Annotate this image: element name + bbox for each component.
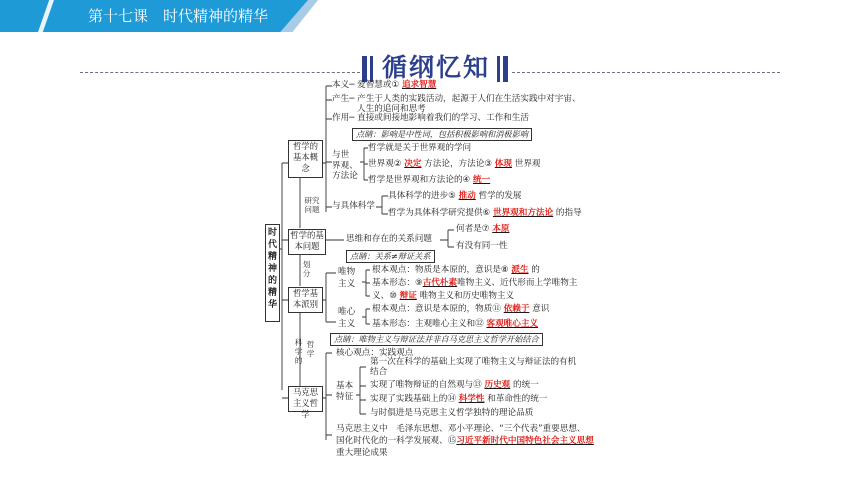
b3-wx-l2: 主义 (338, 319, 356, 329)
b1-side-label: 研究问题 (304, 196, 320, 214)
answer-2: 决定 (404, 159, 422, 169)
answer-7: 本原 (492, 224, 510, 234)
b1-zuoyong-label: 作用 (332, 113, 350, 123)
b4-zg3: 重大理论成果 (336, 448, 388, 458)
b3-w3b: 唯物主义和历史唯物主义 (419, 291, 515, 301)
b3-side-label-2: 哲学 (306, 340, 315, 358)
b4-zg2a: 国化时代化的一科学发展观、⑮ (336, 436, 457, 446)
b3-wz-label (338, 266, 355, 290)
b3-wz-l1: 唯物 (338, 267, 356, 277)
b1-k1-row (388, 191, 522, 202)
b4-t2a: 实现了唯物辩证的自然观与⑬ (370, 380, 482, 390)
b4-t1a: 第一次在科学的基础上实现了唯物主义与辩证法的有机 (370, 357, 577, 367)
b4-t2-row (370, 380, 539, 391)
b1-benyi-label: 本义 (332, 80, 350, 90)
b1-s3a: 哲学是世界观和方法论的④ (368, 175, 471, 185)
b4-t4: 与时俱进是马克思主义哲学独特的理论品质 (370, 408, 534, 418)
root-label: 时代精神的精华 (267, 228, 277, 310)
note-2: 点睛：关系≠辩证关系 (346, 250, 435, 263)
b1-chansheng-l2: 人生的追问和思考 (357, 104, 426, 114)
root-node (265, 224, 280, 322)
b3-w2-row (372, 278, 577, 289)
answer-3: 体现 (494, 159, 512, 169)
b3-x2-row (372, 319, 538, 330)
b4-tz-l1: 基本 (336, 381, 354, 391)
b1-k2b: 的指导 (555, 208, 582, 218)
b4-tz-label (336, 381, 353, 403)
b1-k1a: 具体科学的进步⑤ (388, 191, 456, 201)
b4-t1b: 结合 (370, 367, 388, 377)
b3-x2a: 基本形态：主观唯心主义和⑫ (372, 319, 484, 329)
b4-t2b: 的统一 (513, 380, 539, 390)
b3-w3a: 义、⑩ (372, 291, 397, 301)
note-3: 点睛：唯物主义与辩证法并非自马克思主义哲学开始结合 (330, 333, 543, 346)
b2-q1a: 何者是⑦ (456, 224, 490, 234)
answer-8: 派生 (511, 265, 529, 275)
b1-chansheng-label: 产生 (332, 94, 350, 104)
b1-shijie-l3: 方法论 (332, 171, 358, 181)
b1-k2-row (388, 208, 582, 219)
b3-w1b: 的 (531, 265, 540, 275)
b1-s2b: 方法论，方法论③ (424, 159, 493, 169)
branch-2-node: 哲学的基本问题 (288, 229, 326, 255)
answer-15: 习近平新时代中国特色社会主义思想 (456, 436, 594, 446)
b1-k1b: 哲学的发展 (478, 191, 522, 201)
b1-shijie-label (332, 150, 358, 182)
b1-k2a: 哲学为具体科学研究提供⑥ (388, 208, 491, 218)
answer-6: 世界观和方法论 (492, 208, 554, 218)
header-title: 第十七课 时代精神的精华 (88, 7, 269, 25)
b3-x1a: 根本观点：意识是本原的，物质⑪ (372, 304, 501, 314)
banner-title: 循纲忆知 (382, 53, 491, 82)
b1-chansheng-l1: 产生于人类的实践活动，起源于人们在生活实践中对宇宙、 (357, 94, 581, 104)
b3-w3-row (372, 291, 514, 302)
b1-benyi-row: 本义─ 爱智慧或① 追求智慧 (332, 80, 437, 90)
b1-shijie-l1: 与世 (332, 150, 350, 160)
answer-9: 古代朴素 (422, 278, 458, 288)
b4-t3a: 实现了实践基础上的⑭ (370, 394, 456, 404)
b3-wz-l2: 主义 (338, 279, 356, 289)
b1-s2c: 世界观 (514, 159, 541, 169)
b3-w2b: 唯物主义、近代形而上学唯物主 (457, 278, 578, 288)
b2-q2: 有没有同一性 (456, 241, 508, 251)
b1-shijie-l2: 界观、 (332, 160, 358, 171)
b1-s3-row (368, 175, 490, 186)
b3-x1b: 意识 (532, 304, 550, 314)
branch-4-node: 马克思主义哲学 (288, 386, 323, 412)
b3-wx-label (338, 306, 355, 330)
branch-1-node: 哲学的基本概念 (288, 140, 323, 178)
b4-zg2-row (336, 436, 594, 447)
answer-4: 统一 (472, 175, 491, 185)
b2-q1-row (456, 224, 509, 235)
b4-t3-row (370, 394, 547, 405)
b3-x1-row (372, 304, 549, 315)
b1-zuoyong-row: 作用─ 直接或间接地影响着我们的学习、工作和生活 (332, 113, 529, 123)
branch-3-node: 哲学基本派别 (288, 287, 323, 313)
answer-10: 辩证 (399, 291, 417, 301)
b3-side-label-1: 科学的 (294, 338, 303, 365)
answer-12: 客观唯心主义 (486, 319, 539, 329)
answer-1: 追求智慧 (401, 80, 437, 90)
b1-s1: 哲学就是关于世界观的学问 (368, 143, 472, 153)
b2-side-label: 划分 (302, 260, 311, 278)
b1-chansheng-row: 产生─ 产生于人类的实践活动，起源于人们在生活实践中对宇宙、 (332, 94, 581, 104)
b2-wt: 思维和存在的关系问题 (346, 234, 432, 244)
answer-11: 依赖于 (503, 304, 530, 314)
b1-benyi-text: 爱智慧或① (357, 80, 400, 90)
b4-tz-l2: 特征 (336, 392, 354, 402)
answer-5: 推动 (458, 191, 476, 201)
note-1: 点睛：影响是中性词，包括积极影响和消极影响 (352, 128, 532, 141)
b3-w1-row (372, 265, 540, 276)
b4-t3b: 和革命性的统一 (487, 394, 548, 404)
b4-core: 核心观点：实践观点 (336, 348, 414, 358)
b3-wx-l1: 唯心 (338, 307, 356, 317)
b1-zuoyong-text: 直接或间接地影响着我们的学习、工作和生活 (357, 113, 529, 123)
b4-zg1: 马克思主义中 毛泽东思想、邓小平理论、“三个代表”重要思想、 (336, 424, 586, 434)
b1-s2-row (368, 159, 541, 170)
b1-s2a: 世界观② (368, 159, 402, 169)
answer-13: 历史观 (484, 380, 511, 390)
b3-w1a: 根本观点：物质是本原的，意识是⑧ (372, 265, 509, 275)
b1-kexue-label: 与具体科学 (332, 201, 375, 211)
answer-14: 科学性 (458, 394, 485, 404)
b3-w2a: 基本形态：⑨ (372, 278, 423, 288)
